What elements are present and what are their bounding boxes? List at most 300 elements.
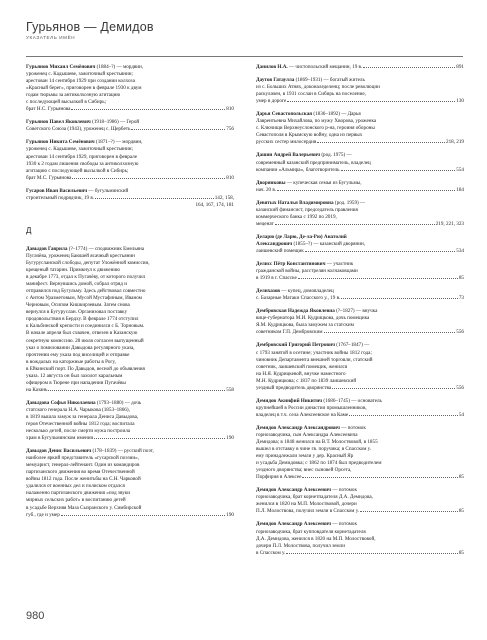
entry-line xyxy=(256,543,464,550)
entry-text xyxy=(26,407,130,413)
entry-text xyxy=(256,378,356,384)
entry-line-text: арестован 14 сентября 1929 при создании колхоза xyxy=(26,78,135,85)
entry-text xyxy=(26,476,141,482)
running-header xyxy=(26,20,154,40)
entry-text xyxy=(256,536,376,542)
entry-line-text: — чистопольский мещанин, 19 в. xyxy=(289,64,363,70)
entry-line xyxy=(26,380,234,387)
entry-line-text: партизанского движения во время Отечественной xyxy=(26,469,135,476)
entry-name: Гурьянов Михаил Семёнович xyxy=(26,64,96,70)
entry-line-text: Пугачёва, уроженец Баюшей ясачный крестьянин xyxy=(26,252,135,259)
entry-text xyxy=(26,366,145,372)
entry-text xyxy=(26,78,135,84)
entry-page: 218, 219 xyxy=(446,139,464,146)
entry-line-text: к Кальбинской крепости и соединился с Б. Торновым. xyxy=(26,323,145,330)
entry-text xyxy=(256,357,372,363)
entry-name: Дембровский Григорий Петрович xyxy=(256,342,335,349)
entry-line xyxy=(26,497,234,504)
entry-line-text: (1686–1745) — основатель xyxy=(323,397,382,404)
entry-text xyxy=(256,371,346,377)
entry-line xyxy=(256,180,464,187)
entry-line xyxy=(26,407,234,414)
index-entry xyxy=(256,111,464,146)
entry-text xyxy=(256,474,301,481)
entry-line-text: с последующей высылкой в Сибирь; xyxy=(26,99,107,106)
entry-text xyxy=(26,400,141,406)
entry-text xyxy=(26,435,93,442)
entry-line xyxy=(26,64,234,71)
entry-text xyxy=(256,64,362,71)
entry-line-text: коммерческого банка с 1992 по 2019, xyxy=(256,213,337,220)
entry-line xyxy=(256,295,464,302)
entry-line-text: секретную комиссию. 28 июля согласен выпущенный xyxy=(26,337,144,344)
entry-text xyxy=(256,187,276,194)
entry-line xyxy=(256,329,464,336)
entry-line-text: (1793–1880) — дочь xyxy=(96,399,142,406)
entry-text xyxy=(26,338,144,344)
index-column-right xyxy=(256,64,464,563)
entry-line-text: вице-губернатора М.И. Кудрицкова, дочь помещика xyxy=(256,315,370,322)
entry-text xyxy=(256,234,365,247)
entry-line-text: удалился от военных дел и полиском отдался xyxy=(26,483,125,490)
index-entry xyxy=(256,342,464,391)
entry-line-text: и усадьба Демидовка; с 1862 по 1874 был предводителем xyxy=(256,460,382,467)
entry-line-text: (1855–?) — казанский дворянин, xyxy=(293,240,366,247)
entry-line xyxy=(26,246,234,253)
entry-line xyxy=(26,175,234,182)
entry-text xyxy=(256,329,323,336)
entry-line-text: — купеческая семья из Бугульмы, xyxy=(286,179,362,186)
entry-line xyxy=(26,414,234,421)
index-entry xyxy=(256,398,464,419)
header-rule xyxy=(26,56,463,57)
entry-line-text: советник, лаишевский помещик, женился xyxy=(256,363,348,370)
entry-line xyxy=(26,483,234,490)
index-entry xyxy=(26,400,234,442)
entry-line xyxy=(256,248,464,255)
dot-leader xyxy=(71,109,225,110)
entry-line xyxy=(26,295,234,302)
entry-line xyxy=(256,288,464,295)
entry-text xyxy=(256,322,354,328)
index-entry xyxy=(26,139,234,181)
entry-text xyxy=(256,446,371,452)
entry-name: Гусаров Иван Васильевич xyxy=(26,187,88,194)
entry-line-text: — потомок xyxy=(332,521,357,528)
entry-line xyxy=(256,521,464,528)
entry-text xyxy=(26,497,126,503)
entry-text xyxy=(256,432,358,438)
entry-line-text: Севастополя в Крымскую войну, одна из первых xyxy=(256,132,363,139)
dot-leader xyxy=(305,251,456,252)
entry-line-text: (1836–1892) — Дарья xyxy=(313,111,361,118)
entry-text xyxy=(26,161,138,167)
dot-leader xyxy=(332,388,455,389)
entry-line-text: на Казань xyxy=(26,386,48,393)
entry-line xyxy=(256,398,464,405)
entry-line xyxy=(26,387,234,394)
entry-line-text: строительный подрядчик, 19 в. xyxy=(26,194,95,201)
page-number: 980 xyxy=(26,610,45,622)
entry-text xyxy=(256,180,362,186)
entry-line-text: уроженец с. Кадышеве, зажиточный крестьянин; xyxy=(26,71,133,78)
entry-line-text: губ., где и умер xyxy=(26,511,60,518)
entry-line xyxy=(26,302,234,309)
entry-text xyxy=(256,248,304,255)
dot-leader xyxy=(131,129,225,130)
entry-line xyxy=(26,476,234,483)
entry-text xyxy=(26,139,142,145)
entry-text xyxy=(256,214,337,220)
entry-line-text: мемуарист, генерал-лейтенант. Один из командиров xyxy=(26,462,140,469)
entry-line xyxy=(26,428,234,435)
entry-line-text: с. Базарные Матаки Спасского у., 19 в. xyxy=(256,295,341,302)
entry-line xyxy=(256,214,464,221)
section-letter: Д xyxy=(26,225,32,235)
entry-line-text: отправился под Бугульму. Здесь действовал совместно xyxy=(26,288,146,295)
entry-text xyxy=(256,412,348,419)
entry-line-text: раскулачен, в 1931 сослан в Сибирь на поселение, xyxy=(256,91,366,98)
index-entry xyxy=(256,234,464,255)
dot-leader xyxy=(95,198,214,199)
entry-line xyxy=(26,188,234,195)
entry-page: 190 xyxy=(226,435,234,442)
entry-line xyxy=(26,373,234,380)
entry-line xyxy=(26,421,234,428)
index-entry xyxy=(256,152,464,173)
entry-name: Девятых Наталья Владимировна xyxy=(256,199,334,206)
entry-text xyxy=(26,455,139,461)
dot-leader xyxy=(349,415,458,416)
index-column-left xyxy=(26,64,234,525)
entry-line-text: — купец, домовладелец xyxy=(281,288,334,295)
entry-line xyxy=(26,366,234,373)
entry-text xyxy=(26,359,116,365)
entry-name: Демидов Акинфий Никитич xyxy=(256,397,323,404)
entry-line-text: (род. 1975) — xyxy=(321,152,352,159)
entry-text xyxy=(26,373,122,379)
entry-page: 190 xyxy=(226,511,234,518)
entry-line xyxy=(256,268,464,275)
entry-page: 85 xyxy=(458,275,464,282)
entry-text xyxy=(256,494,373,500)
entry-text xyxy=(26,92,120,98)
entry-line xyxy=(256,432,464,439)
entry-text xyxy=(256,439,378,445)
entry-line-text: агитацию с последующей высылкой в Сибирь; xyxy=(26,167,129,174)
entry-text xyxy=(256,550,285,557)
entry-text xyxy=(256,487,357,493)
entry-name: Делихазов xyxy=(256,288,281,295)
entry-line xyxy=(26,330,234,337)
entry-text xyxy=(256,98,286,105)
entry-text xyxy=(256,111,361,117)
entry-text xyxy=(256,460,381,466)
entry-line xyxy=(256,385,464,392)
entry-line-text: Лаврентьевна Михайлова, по мужу Хворова, уроженка xyxy=(256,118,377,125)
entry-line-text: с 1793 занятой в осетине; участник войны 1812 года; xyxy=(256,349,372,356)
dot-leader xyxy=(302,477,457,478)
entry-text xyxy=(256,207,358,213)
entry-line-text: Демидова; в 1848 женился на В.Т. Молоствовой, в 1855 xyxy=(256,439,378,446)
entry-text xyxy=(26,146,133,152)
entry-line-text: Советского Союза (1943), уроженец с. Щербеть xyxy=(26,126,131,133)
entry-line-text: крещеный татарин. Примкнул к движению xyxy=(26,267,120,274)
entry-line-text: горнозаводчика, брат купповдателя корнетадателя xyxy=(256,528,366,535)
entry-text xyxy=(26,99,106,105)
entry-line xyxy=(256,200,464,207)
entry-text xyxy=(26,71,133,77)
entry-line xyxy=(26,253,234,260)
dot-leader xyxy=(277,190,455,191)
entry-name: Давыдов Денис Васильевич xyxy=(26,448,92,455)
index-entry xyxy=(26,448,234,518)
entry-text xyxy=(26,64,143,70)
entry-line-text: несколько детей, после смерти мужа построила xyxy=(26,428,131,435)
entry-line-text: на Н.Я. Кудрицкевой, внучке наместного xyxy=(256,370,346,377)
entry-text xyxy=(256,342,369,348)
entry-line-text: женился в 1820 на М.П. Молоствовой, дочери xyxy=(256,501,357,508)
entry-text xyxy=(26,387,47,394)
entry-text xyxy=(26,195,94,202)
entry-page: 142, 158, xyxy=(214,194,234,201)
entry-line xyxy=(26,352,234,359)
entry-text xyxy=(26,119,139,125)
entry-text xyxy=(26,505,141,511)
entry-text xyxy=(26,260,150,266)
entry-line xyxy=(26,85,234,92)
entry-text xyxy=(256,288,334,294)
entry-line-text: чиновник Департамента внешней торговли, статский xyxy=(256,356,373,363)
entry-page: 554 xyxy=(456,166,464,173)
entry-line-text: — потомок xyxy=(332,487,357,494)
entry-text xyxy=(26,490,130,496)
entry-line-text: (1884–?) — мордвин, xyxy=(96,64,144,70)
entry-line xyxy=(256,536,464,543)
entry-text xyxy=(26,281,127,287)
entry-line-text: Д.А. Демидова, женился в 1820 на М.П. Молоствовой, xyxy=(256,535,376,542)
entry-line-text: брат М.С. Гурьянова xyxy=(26,174,72,181)
entry-text xyxy=(26,469,135,475)
index-entry xyxy=(256,521,464,556)
entry-text xyxy=(256,529,366,535)
entry-line-text: — бугульминский xyxy=(88,187,129,194)
entry-line-text: М.Н. Кудрицкова; с 1837 по 1839 лаишевский xyxy=(256,377,357,384)
entry-text xyxy=(256,350,372,356)
entry-line-text: уездного дворянства; внес сыновей Орсета, xyxy=(256,467,352,474)
entry-line-text: дочери П.Л. Молоствова, получил земли xyxy=(256,542,345,549)
entry-line-text: указа. 12 августа он был захолот каральным xyxy=(26,372,123,379)
entry-name: Дембровская Надежда Яковлевна xyxy=(256,308,335,315)
entry-text xyxy=(26,428,130,434)
entry-line-text: умер в дороге xyxy=(256,98,287,105)
dot-leader xyxy=(94,438,225,439)
entry-line-text: горнозаводчика, брат корнетпадателя Д.А. Демидова, xyxy=(256,494,373,501)
dot-leader xyxy=(341,170,456,171)
entry-line-text: в Ейкинский порт. По Давыдов, весной до объявления xyxy=(26,365,145,372)
entry-line-text: войны 1812 года. После женитьбы на С.Н. Чарковой xyxy=(26,476,141,483)
entry-line xyxy=(26,338,234,345)
entry-text xyxy=(26,512,60,519)
entry-text xyxy=(256,364,347,370)
entry-text xyxy=(256,167,340,174)
entry-text xyxy=(256,261,353,267)
index-entry xyxy=(26,246,234,394)
entry-line-text: (1767–1847) — xyxy=(336,342,370,349)
entry-line-text: в 1819 вышла замуж за генерала Дениса Давыдова, xyxy=(26,413,139,420)
entry-line-text: в вождалых на каторжные работы в Рогу, xyxy=(26,358,116,365)
entry-page: 184 xyxy=(456,186,464,193)
entry-line-text: мирных сельских работ» в воспитанию детей xyxy=(26,497,126,504)
entry-line-text: брат Н.С. Гурьянова xyxy=(26,106,71,113)
entry-line-text: в Спасском у. xyxy=(256,549,286,556)
entry-line xyxy=(256,207,464,214)
entry-line xyxy=(256,405,464,412)
entry-text xyxy=(26,267,120,273)
entry-name: Дашин Андрей Валерьевич xyxy=(256,152,321,159)
entry-name: Дворянковы xyxy=(256,179,286,186)
entry-line-text: (1871–?) — мордвин, xyxy=(95,139,143,146)
entry-line-text: вернулся в Бугуруслан. Организовал поставку xyxy=(26,309,128,316)
entry-line-text: налаженно партизанского движения «под звуки xyxy=(26,490,131,497)
entry-line xyxy=(256,275,464,282)
dot-leader xyxy=(317,142,445,143)
entry-page: 558 xyxy=(226,386,234,393)
entry-line xyxy=(256,234,464,248)
entry-line-text: (?–1774) — сподвижник Емельяна xyxy=(68,245,145,252)
entry-line-text: гражданской войны, расстрелян колчаковцами xyxy=(256,268,358,275)
entry-line xyxy=(26,260,234,267)
entry-text xyxy=(26,352,129,358)
entry-text xyxy=(256,508,359,515)
index-entry xyxy=(256,180,464,194)
entry-line xyxy=(256,91,464,98)
entry-text xyxy=(256,453,353,459)
entry-text xyxy=(26,295,142,301)
entry-line xyxy=(26,359,234,366)
entry-name: Демидов Александр Александрович xyxy=(256,424,340,431)
entry-page: 810 xyxy=(226,174,234,181)
entry-line-text: с. Ключищи Верхнеуслонского р-на, героиня обороны xyxy=(256,125,375,132)
entry-text xyxy=(26,253,135,259)
entry-line-text: вышел в отставку в чине гв. поручика; в Спасском у. xyxy=(256,446,372,453)
entry-text xyxy=(256,425,366,431)
entry-line xyxy=(26,168,234,175)
entry-text xyxy=(26,323,144,329)
entry-line-text: арестован 14 сентября 1929, приговорен в феврале xyxy=(26,153,137,160)
entry-line-text: статского генерала Н.А. Чарыкова (1853–1866), xyxy=(26,406,130,413)
entry-text xyxy=(26,316,138,322)
entry-line-text: с Антом Уразметовым, Мусой Мустафиным, Иваном xyxy=(26,295,142,302)
dot-leader xyxy=(61,515,226,516)
entry-page: 534 xyxy=(456,247,464,254)
entry-line xyxy=(26,106,234,113)
entry-line-text: (178–1839) — русский поэт, xyxy=(92,448,154,455)
entry-name: Дарья Севастопольская xyxy=(256,111,313,118)
entry-line-text: наиболее яркий представитель «гусарской поэзии», xyxy=(26,455,140,462)
entry-page: 810 xyxy=(226,106,234,113)
entry-line xyxy=(256,187,464,194)
entry-line xyxy=(26,512,234,519)
entry-line xyxy=(26,435,234,442)
entry-page: 85 xyxy=(458,549,464,556)
entry-text xyxy=(26,414,138,420)
entry-line xyxy=(26,154,234,161)
entry-page: 219, 221, 323 xyxy=(435,220,464,227)
entry-line-text: лаишевский помещик xyxy=(256,247,304,254)
entry-line-text: героя Отечественной войны 1812 года; воспитала xyxy=(26,421,135,428)
entry-text xyxy=(26,462,139,468)
entry-line-text: 1930 к 2 годам лишения свободы за антиколхозную xyxy=(26,160,139,167)
entry-text xyxy=(256,275,297,282)
dot-leader xyxy=(341,298,458,299)
entry-name: Демидов Александр Алексеевич xyxy=(256,521,332,528)
entry-name: Делисс Пётр Константинович xyxy=(256,261,326,268)
entry-line-text: горнозаводчика, сын Александра Алексеевича xyxy=(256,431,358,438)
entry-text xyxy=(256,160,371,166)
entry-text xyxy=(256,77,365,83)
entry-page: 891 xyxy=(456,64,464,70)
dot-leader xyxy=(360,511,458,512)
entry-text xyxy=(26,380,126,386)
entry-page: 130 xyxy=(456,98,464,105)
entry-line xyxy=(26,195,234,202)
entry-line-text: В начале апреля был схвачен, отвезен в Казанскую xyxy=(26,330,138,337)
entry-text xyxy=(256,385,331,392)
entry-name: Давыдова Софья Николаевна xyxy=(26,399,96,406)
entry-line-text: уездный предводитель дворянства xyxy=(256,384,332,391)
entry-line xyxy=(26,161,234,168)
entry-line xyxy=(256,350,464,357)
entry-line xyxy=(26,146,234,153)
index-entry xyxy=(256,200,464,228)
dot-leader xyxy=(287,101,455,102)
entry-line-text: крупнейшей в России династии промышленников, xyxy=(256,404,367,411)
entry-page: 85 xyxy=(458,474,464,481)
entry-text xyxy=(26,309,127,315)
entry-line-text: Черновым, Осипом Кишкирзевым. Затем снова xyxy=(26,302,130,309)
entry-page: 85 xyxy=(458,508,464,515)
entry-text xyxy=(256,268,358,274)
entry-text xyxy=(256,84,380,90)
entry-line-text: (?–1827) — внучка xyxy=(336,308,378,315)
entry-page-cont: 164, 167, 174, 181 xyxy=(195,201,234,208)
entry-text xyxy=(26,126,130,133)
index-entry xyxy=(26,188,234,209)
entry-text xyxy=(256,501,357,507)
entry-line-text: годам тюрьмы за антиколхозную агитацию xyxy=(26,92,121,99)
entry-line xyxy=(256,342,464,349)
entry-line xyxy=(256,139,464,146)
entry-line xyxy=(256,152,464,159)
entry-text xyxy=(26,168,128,174)
entry-text xyxy=(256,118,376,124)
entry-line xyxy=(26,505,234,512)
index-entry xyxy=(256,64,464,71)
entry-text xyxy=(26,448,154,454)
entry-line-text: в декабре 1773, отдал к Пугачёву, от которого получил xyxy=(26,274,146,281)
entry-text xyxy=(26,175,71,182)
entry-page: 54 xyxy=(458,411,464,418)
entry-line xyxy=(256,508,464,515)
entry-line xyxy=(26,345,234,352)
entry-line xyxy=(256,357,464,364)
entry-line xyxy=(256,550,464,557)
entry-name: Деларю (де Ларю, Де-ла-Рю) Анатолий xyxy=(256,233,347,240)
entry-line-text: меценат xyxy=(256,220,274,227)
running-title: Гурьянов — Демидов xyxy=(26,20,154,34)
entry-name: Гурьянов Никита Семёнович xyxy=(26,139,95,146)
